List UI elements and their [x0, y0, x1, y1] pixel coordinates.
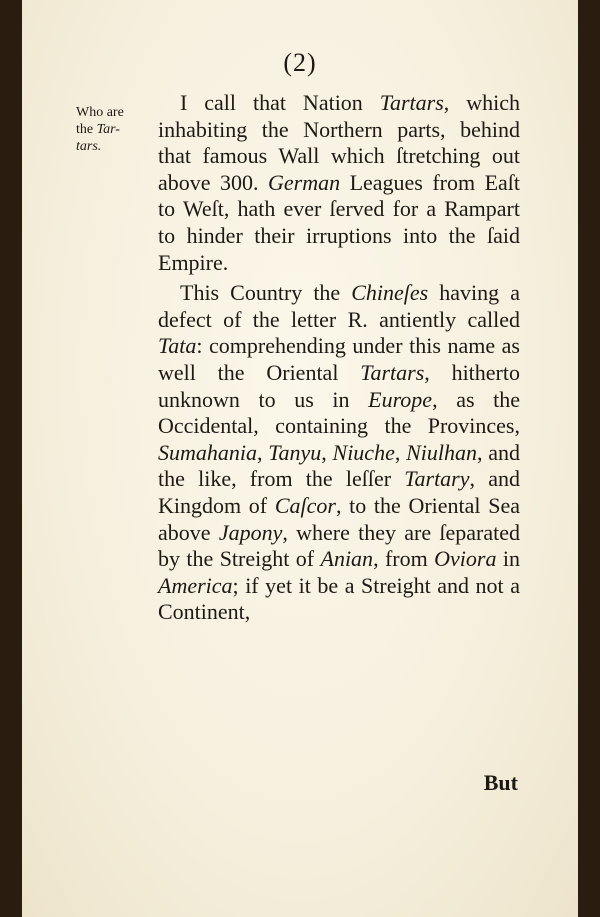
- marginal-note-italic: Tar-: [96, 122, 120, 137]
- italic-run: Anian: [320, 546, 374, 572]
- text-run: in: [496, 546, 520, 572]
- italic-run: America: [158, 572, 233, 598]
- text-run: having a defect of the letter R. antiently called: [158, 280, 520, 332]
- italic-run: Chineſes: [351, 280, 429, 306]
- paragraph-1: [158, 90, 520, 276]
- text-run: I call that Nation: [180, 90, 380, 115]
- marginal-note-line: Who are: [76, 105, 124, 120]
- italic-run: Europe: [368, 386, 433, 412]
- italic-run: Tata: [158, 333, 197, 359]
- text-run: , to the Oriental Sea above: [158, 492, 520, 545]
- text-run: , and the like, from the leſſer: [158, 439, 521, 492]
- text-run: , where they are ſeparated by the Streight of: [158, 519, 521, 572]
- paragraph-2: [158, 280, 520, 626]
- marginal-note-line: tars.: [76, 139, 102, 154]
- text-run: This Country the: [180, 280, 352, 306]
- book-page: [22, 0, 578, 917]
- text-run: ,: [321, 439, 333, 465]
- text-run: , from: [373, 546, 435, 572]
- catchword: But: [483, 770, 518, 795]
- text-run: , as the Occidental, containing the Provinces,: [158, 386, 520, 439]
- body-text: [158, 90, 520, 626]
- italic-run: Japony: [218, 519, 283, 545]
- italic-run: Sumahania: [158, 439, 257, 465]
- text-run: Leagues from Eaſt to Weſt, hath ever ſerved for a Rampart to hinder their irruptions into the ſaid Empire.: [158, 169, 520, 275]
- text-run: , and Kingdom of: [158, 466, 520, 518]
- text-run: ,: [394, 439, 407, 465]
- text-run: , hitherto unknown to us in: [158, 359, 520, 412]
- italic-run: Niulhan: [406, 439, 478, 465]
- italic-run: Oviora: [434, 546, 497, 572]
- page-number: (2): [283, 48, 317, 77]
- italic-run: Tartars: [360, 359, 425, 385]
- italic-run: German: [267, 169, 341, 195]
- text-run: , which inhabiting the Northern parts, behind that famous Wall which ſtretching out above 300.: [158, 90, 520, 195]
- text-run: ,: [257, 439, 269, 465]
- italic-run: Niuche: [332, 439, 395, 465]
- text-run: : comprehending under this name as well the Oriental: [158, 333, 520, 385]
- text-run: ; if yet it be a Streight and not a Continent,: [158, 572, 520, 625]
- italic-run: Tartary: [404, 466, 470, 492]
- italic-run: Caſcor: [274, 492, 336, 518]
- italic-run: Tartars: [379, 90, 444, 115]
- marginal-note-roman: the: [76, 122, 97, 137]
- italic-run: Tanyu: [268, 439, 322, 465]
